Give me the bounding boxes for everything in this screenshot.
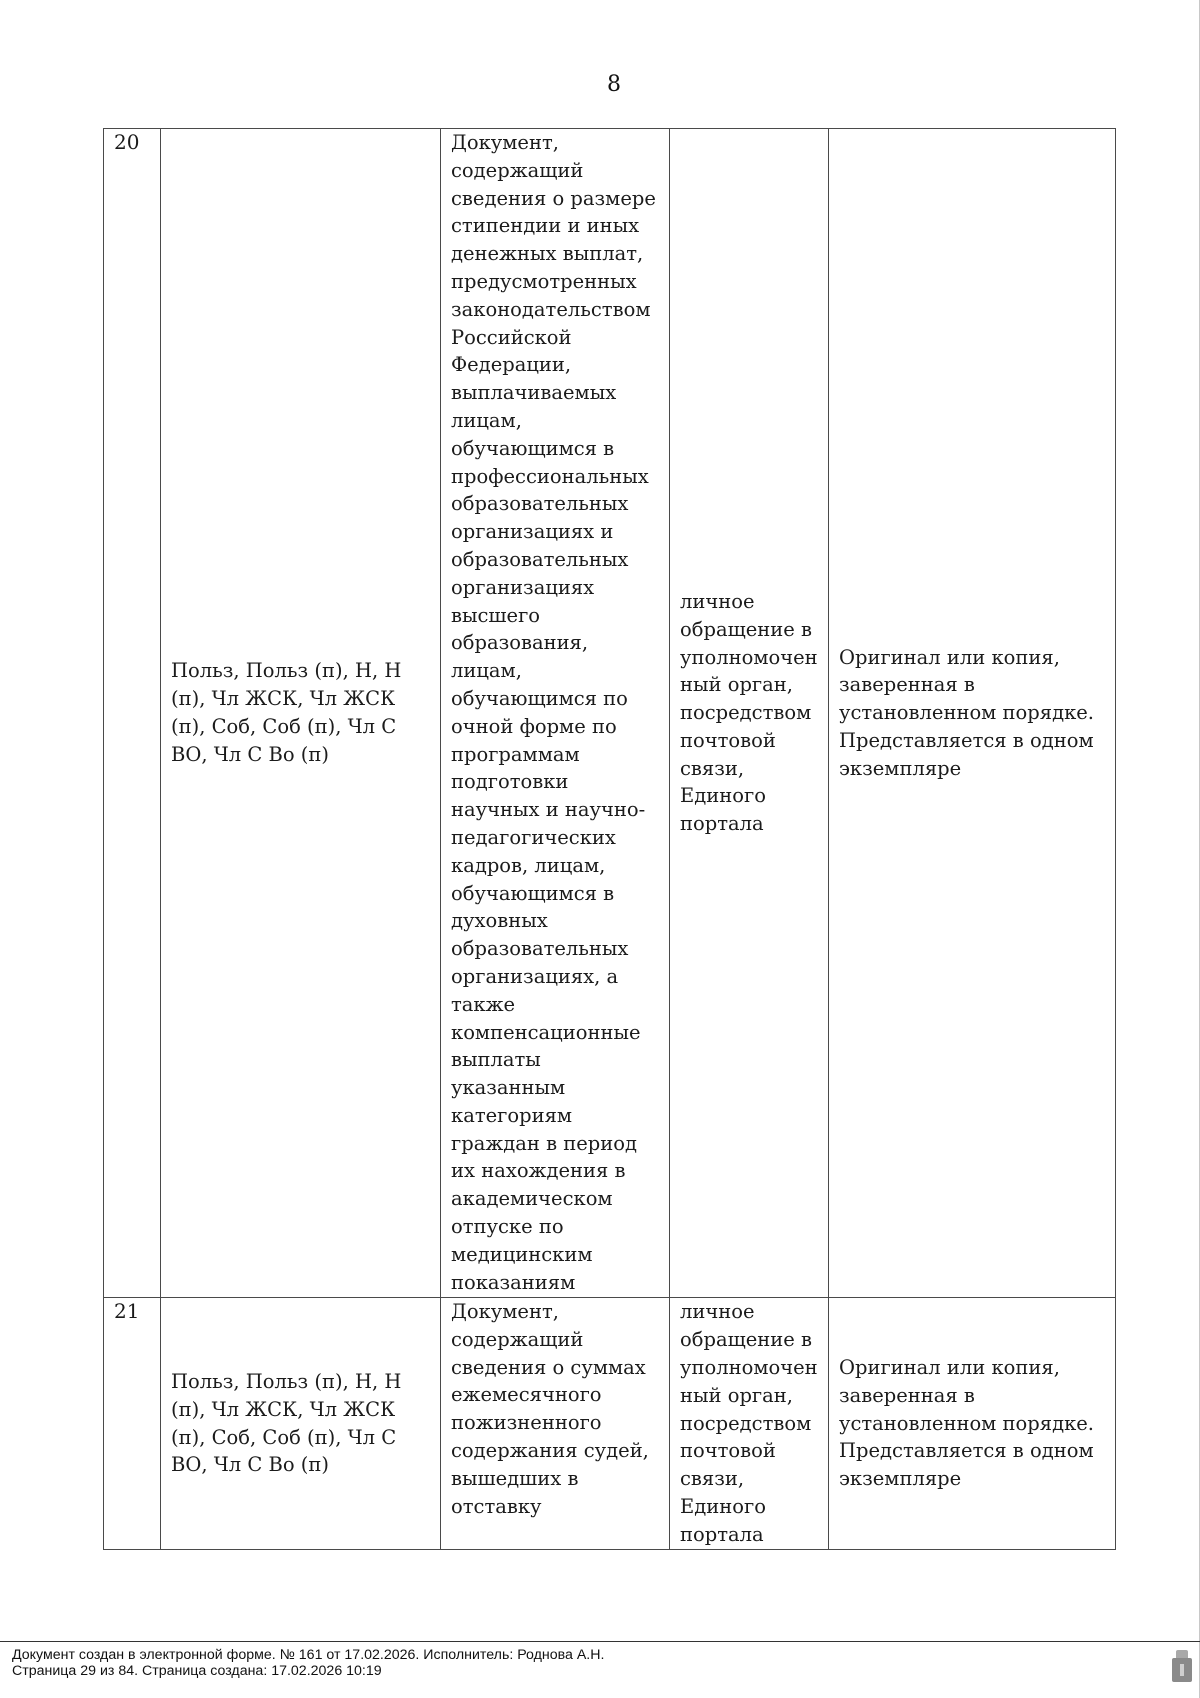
- footer-divider: [0, 1641, 1200, 1642]
- document-description: Документ, содержащий сведения о суммах ежемесячного пожизненного содержания судей, вышедших в отставку: [441, 1298, 670, 1550]
- table-row: [104, 129, 1116, 1298]
- document-description: Документ, содержащий сведения о размере стипендии и иных денежных выплат, предусмотренных законодательством Российской Федерации, выплачиваемых лицам, обучающимся в профессиональных образовательных организациях и образовательных организациях высшего образования, лицам, обучающимся по очной форме по программам подготовки научных и научно-педагогических кадров, лицам, обучающимся в духовных образовательных организациях, а также компенсационные выплаты указанным категориям граждан в период их нахождения в академическом отпуске по медицинским показаниям: [441, 129, 670, 1298]
- row-number: 21: [104, 1298, 161, 1550]
- footer-page-info: Страница 29 из 84. Страница создана: 17.02.2026 10:19: [12, 1663, 382, 1679]
- page-number: 8: [607, 72, 621, 97]
- documents-table: [103, 128, 1116, 1550]
- applicant-categories: Польз, Польз (п), Н, Н (п), Чл ЖСК, Чл ЖСК (п), Соб, Соб (п), Чл С ВО, Чл С Во (п): [161, 1298, 441, 1550]
- applicant-categories: Польз, Польз (п), Н, Н (п), Чл ЖСК, Чл ЖСК (п), Соб, Соб (п), Чл С ВО, Чл С Во (п): [161, 129, 441, 1298]
- row-number: 20: [104, 129, 161, 1298]
- submission-method: личное обращение в уполномочен ный орган, посредством почтовой связи, Единого портала: [670, 129, 829, 1298]
- document-form: Оригинал или копия, заверенная в установленном порядке. Представляется в одном экземпляре: [829, 1298, 1116, 1550]
- table-row: [104, 1298, 1116, 1550]
- document-form: Оригинал или копия, заверенная в установленном порядке. Представляется в одном экземпляре: [829, 129, 1116, 1298]
- submission-method: личное обращение в уполномочен ный орган, посредством почтовой связи, Единого портала: [670, 1298, 829, 1550]
- coat-of-arms-icon: [1172, 1658, 1192, 1682]
- footer-document-info: Документ создан в электронной форме. № 161 от 17.02.2026. Исполнитель: Роднова А.Н.: [12, 1647, 605, 1663]
- footer-info: [12, 1647, 604, 1679]
